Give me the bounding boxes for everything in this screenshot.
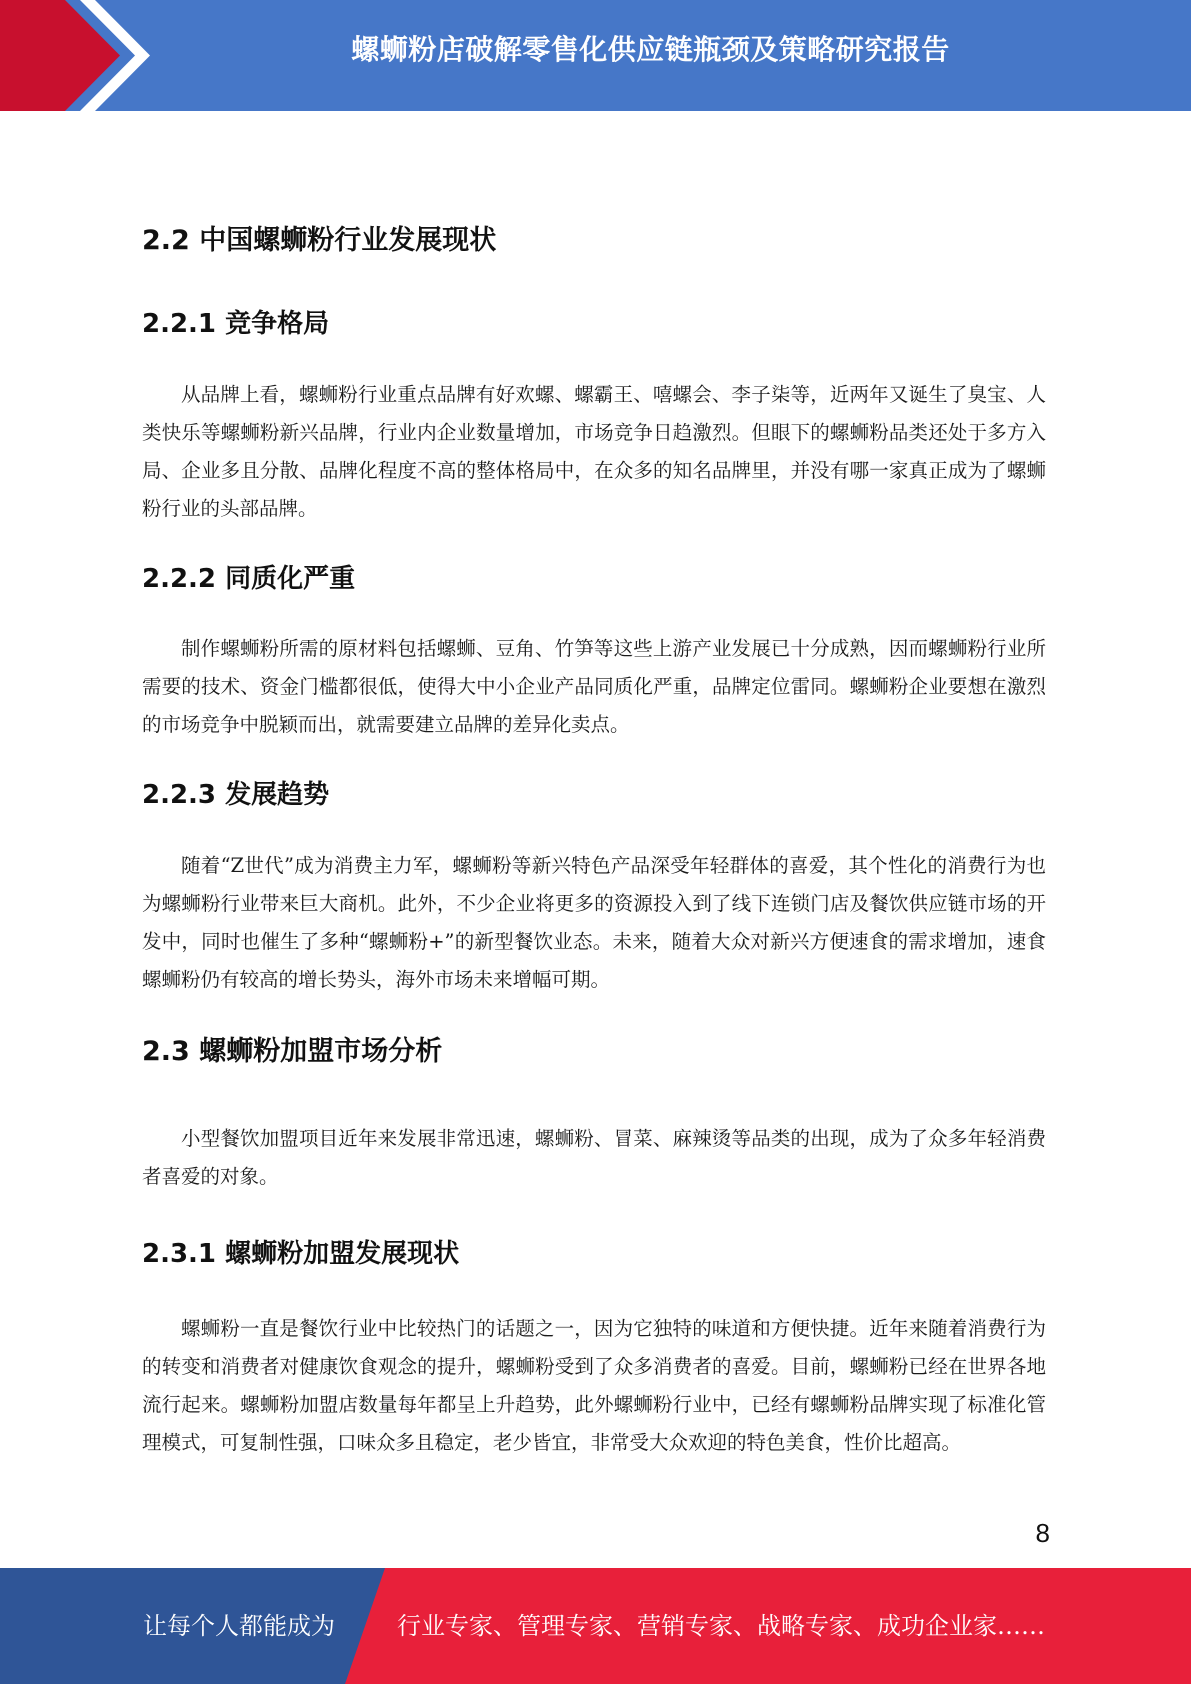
document-title: 螺蛳粉店破解零售化供应链瓶颈及策略研究报告 (351, 33, 950, 66)
section-heading-2-2: 2.2 中国螺蛳粉行业发展现状 (142, 225, 497, 256)
header-banner (0, 0, 1191, 111)
section-heading-2-2-3: 2.2.3 发展趋势 (142, 780, 330, 810)
footer-banner (0, 1568, 1191, 1684)
paragraph-trends: 随着“Z世代”成为消费主力军，螺蛳粉等新兴特色产品深受年轻群体的喜爱，其个性化的消费行为也为螺蛳粉行业带来巨大商机。此外，不少企业将更多的资源投入到了线下连锁门店及餐饮供应链市场的开发中，同时也催生了多种“螺蛳粉+”的新型餐饮业态。未来，随着大众对新兴方便速食的需求增加，速食螺蛳粉仍有较高的增长势头，海外市场未来增幅可期。 (142, 854, 1046, 991)
chevron-arrow-icon (0, 0, 160, 111)
section-heading-2-2-2: 2.2.2 同质化严重 (142, 564, 356, 594)
section-heading-2-3: 2.3 螺蛳粉加盟市场分析 (142, 1036, 443, 1067)
section-heading-2-3-1: 2.3.1 螺蛳粉加盟发展现状 (142, 1239, 460, 1269)
paragraph-competition: 从品牌上看，螺蛳粉行业重点品牌有好欢螺、螺霸王、嘻螺会、李子柒等，近两年又诞生了臭宝、人类快乐等螺蛳粉新兴品牌，行业内企业数量增加，市场竞争日趋激烈。但眼下的螺蛳粉品类还处于多方入局、企业多且分散、品牌化程度不高的整体格局中，在众多的知名品牌里，并没有哪一家真正成为了螺蛳粉行业的头部品牌。 (142, 383, 1046, 520)
footer-slogan-left: 让每个人都能成为 (143, 1612, 335, 1640)
paragraph-franchise-market: 小型餐饮加盟项目近年来发展非常迅速，螺蛳粉、冒菜、麻辣烫等品类的出现，成为了众多年轻消费者喜爱的对象。 (142, 1127, 1046, 1188)
section-heading-2-2-1: 2.2.1 竞争格局 (142, 309, 330, 339)
footer-slogan-right: 行业专家、管理专家、营销专家、战略专家、成功企业家…… (397, 1612, 1045, 1640)
paragraph-homogenization: 制作螺蛳粉所需的原材料包括螺蛳、豆角、竹笋等这些上游产业发展已十分成熟，因而螺蛳粉行业所需要的技术、资金门槛都很低，使得大中小企业产品同质化严重，品牌定位雷同。螺蛳粉企业要想在激烈的市场竞争中脱颖而出，就需要建立品牌的差异化卖点。 (142, 637, 1046, 736)
page-number: 8 (1035, 1518, 1050, 1548)
paragraph-franchise-status: 螺蛳粉一直是餐饮行业中比较热门的话题之一，因为它独特的味道和方便快捷。近年来随着消费行为的转变和消费者对健康饮食观念的提升，螺蛳粉受到了众多消费者的喜爱。目前，螺蛳粉已经在世界各地流行起来。螺蛳粉加盟店数量每年都呈上升趋势，此外螺蛳粉行业中，已经有螺蛳粉品牌实现了标准化管理模式，可复制性强，口味众多且稳定，老少皆宜，非常受大众欢迎的特色美食，性价比超高。 (142, 1317, 1046, 1454)
